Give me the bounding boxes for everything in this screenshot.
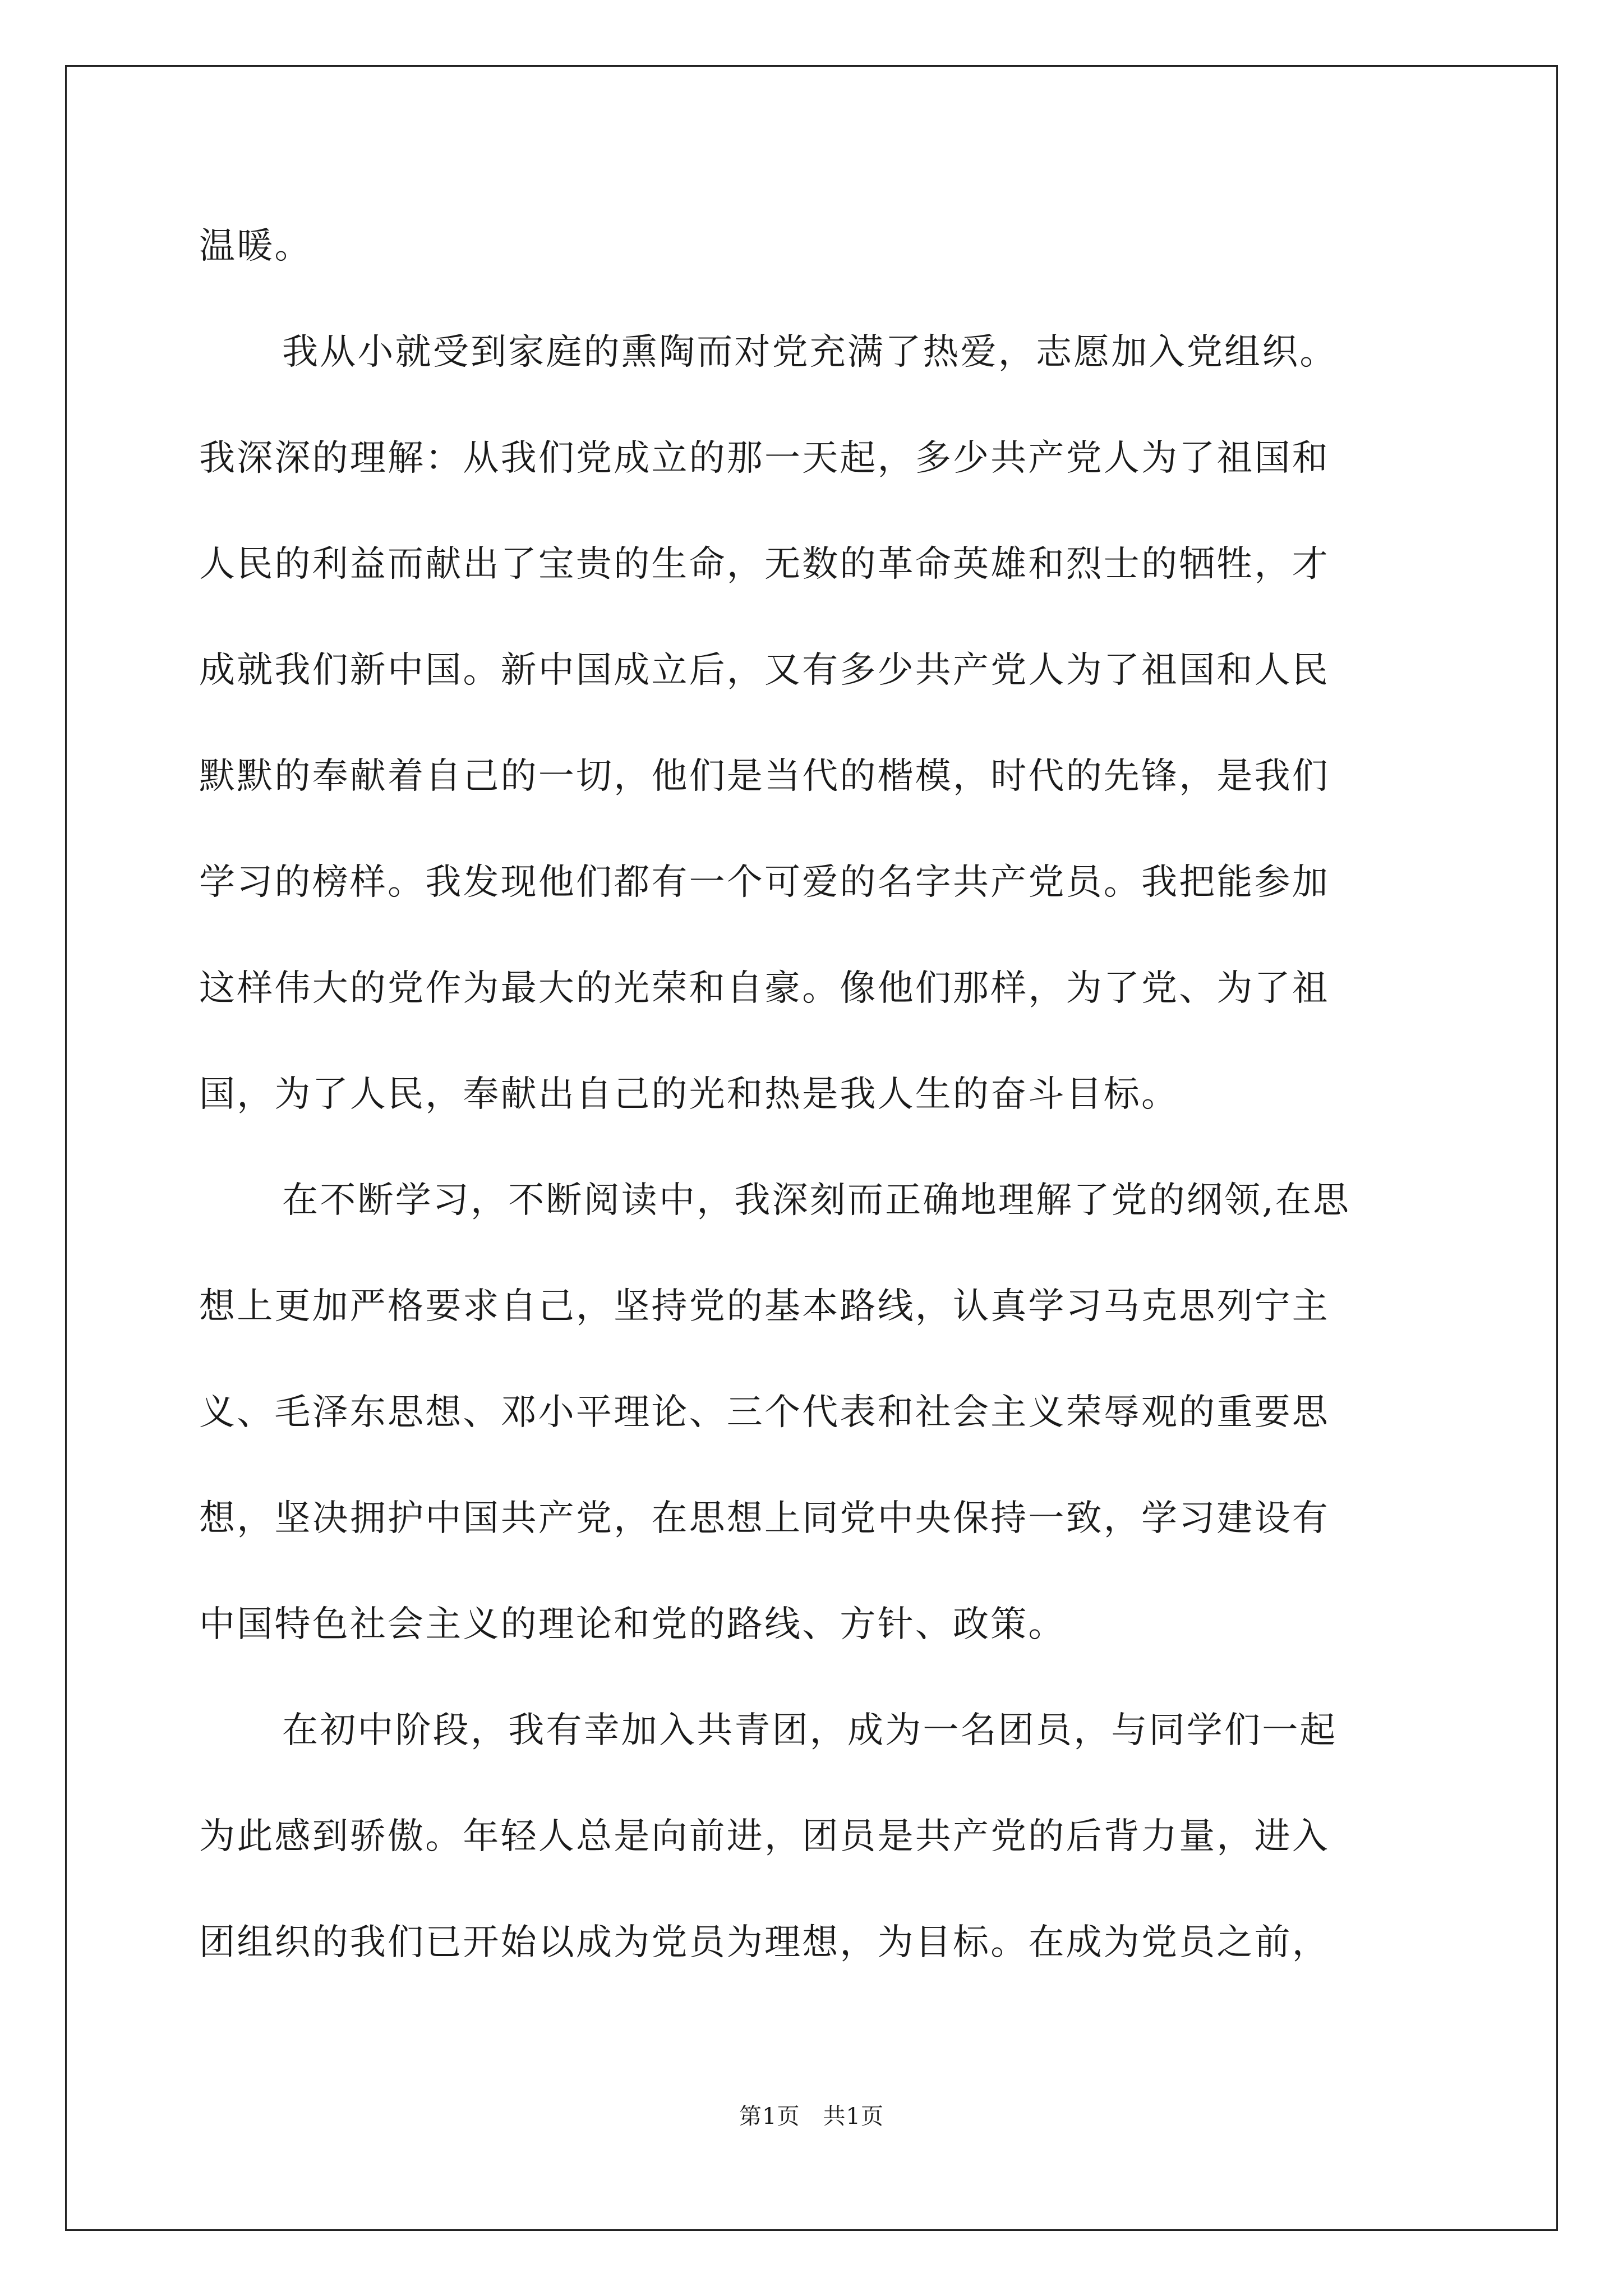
text-line: 学习的榜样。我发现他们都有一个可爱的名字共产党员。我把能参加 [199, 862, 1330, 903]
text-line: 成就我们新中国。新中国成立后，又有多少共产党人为了祖国和人民 [199, 650, 1330, 691]
text-line: 想，坚决拥护中国共产党，在思想上同党中央保持一致，学习建设有 [199, 1498, 1330, 1539]
text-line: 国，为了人民，奉献出自己的光和热是我人生的奋斗目标。 [199, 1074, 1179, 1115]
text-line: 为此感到骄傲。年轻人总是向前进，团员是共产党的后背力量，进入 [199, 1816, 1330, 1857]
paragraph-start-line: 在不断学习，不断阅读中，我深刻而正确地理解了党的纲领,在思 [282, 1180, 1351, 1221]
text-line: 人民的利益而献出了宝贵的生命，无数的革命英雄和烈士的牺牲，才 [199, 544, 1330, 585]
text-line: 义、毛泽东思想、邓小平理论、三个代表和社会主义荣辱观的重要思 [199, 1392, 1330, 1433]
text-line: 温暖。 [199, 226, 312, 267]
text-line: 中国特色社会主义的理论和党的路线、方针、政策。 [199, 1604, 1066, 1645]
paragraph-start-line: 在初中阶段，我有幸加入共青团，成为一名团员，与同学们一起 [282, 1710, 1338, 1751]
text-line: 默默的奉献着自己的一切，他们是当代的楷模，时代的先锋，是我们 [199, 756, 1330, 797]
text-line: 团组织的我们已开始以成为党员为理想，为目标。在成为党员之前， [199, 1922, 1330, 1963]
page-number-footer: 第1页 共1页 [739, 2104, 884, 2129]
paragraph-start-line: 我从小就受到家庭的熏陶而对党充满了热爱，志愿加入党组织。 [282, 332, 1338, 373]
text-line: 我深深的理解：从我们党成立的那一天起，多少共产党人为了祖国和 [199, 438, 1330, 479]
text-line: 这样伟大的党作为最大的光荣和自豪。像他们那样，为了党、为了祖 [199, 968, 1330, 1009]
text-line: 想上更加严格要求自己，坚持党的基本路线，认真学习马克思列宁主 [199, 1286, 1330, 1327]
document-body [199, 216, 1427, 2018]
